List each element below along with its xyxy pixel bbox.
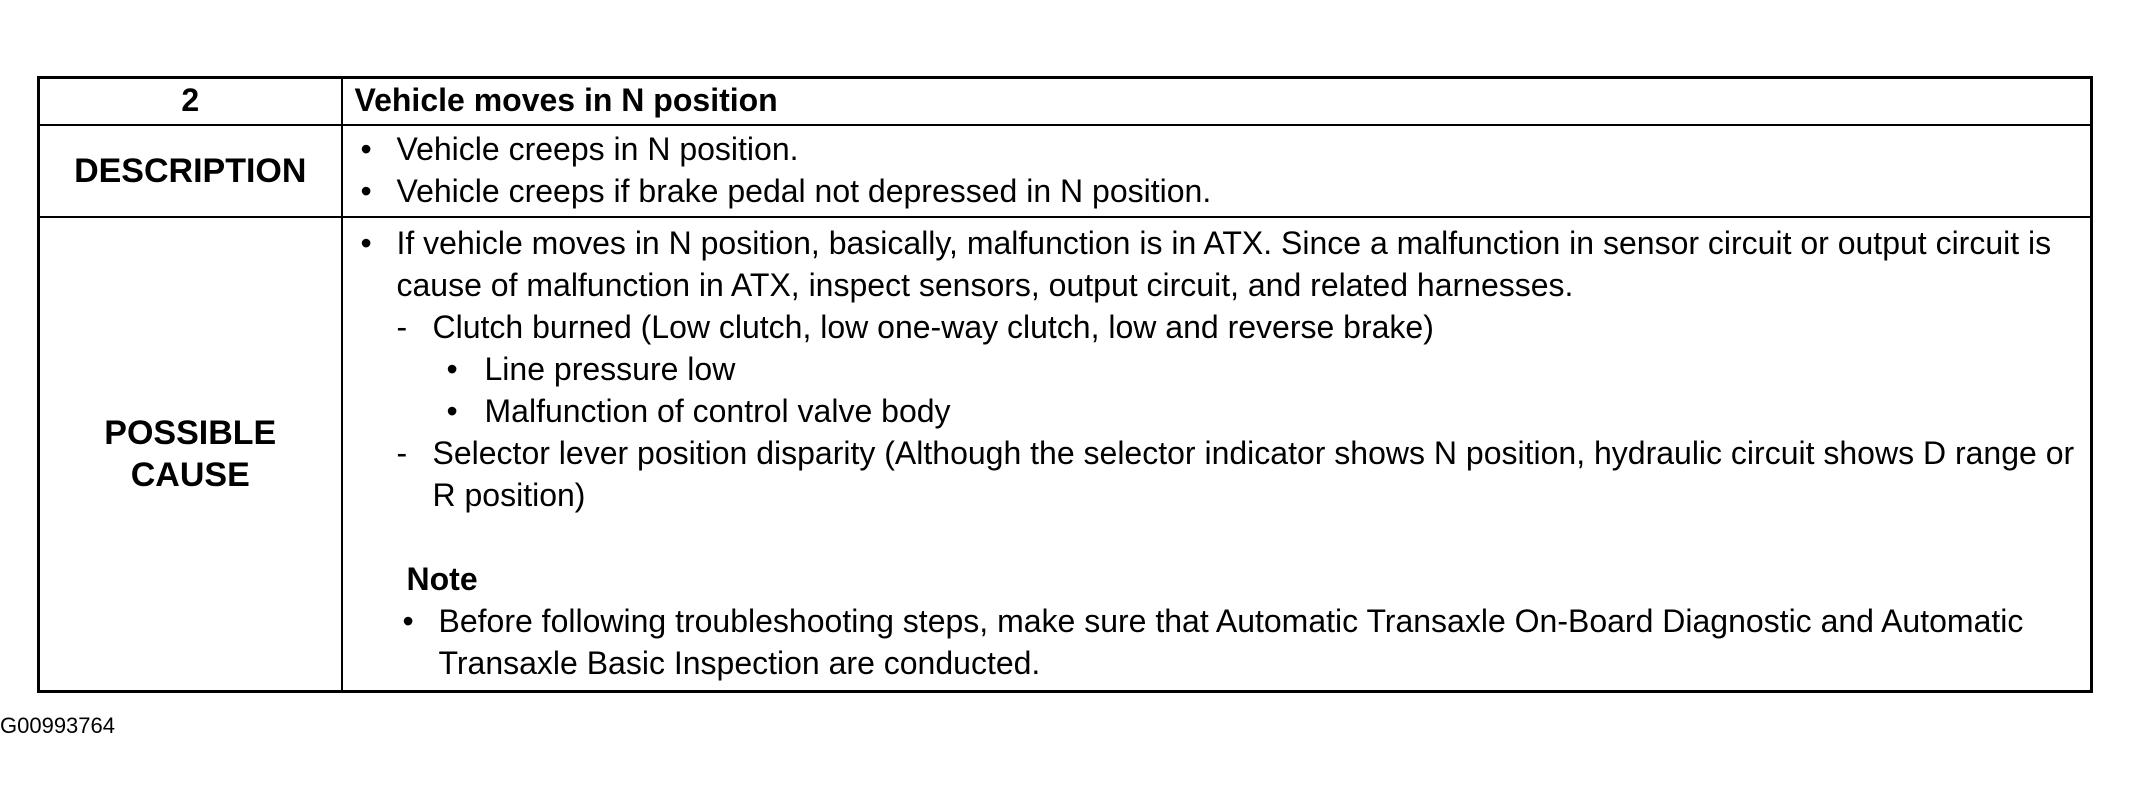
- cause-item: [355, 306, 2091, 348]
- description-item: • Vehicle creeps in N position.: [355, 128, 2091, 170]
- note-title: Note: [406, 561, 478, 597]
- cause-sub-item: • Line pressure low: [355, 348, 2091, 390]
- cause-item: [355, 432, 2091, 516]
- description-row: [39, 125, 2092, 217]
- description-content: [342, 125, 2092, 217]
- dash-mark: -: [396, 309, 408, 345]
- step-number: 2: [39, 78, 342, 126]
- possible-cause-label-line2: CAUSE: [130, 456, 250, 494]
- possible-cause-label: [39, 217, 342, 692]
- symptom-title: Vehicle moves in N position: [342, 78, 2092, 126]
- table-header-row: [39, 78, 2092, 126]
- possible-cause-content: [342, 217, 2092, 692]
- cause-item-text: Clutch burned (Low clutch, low one-way clutch, low and reverse brake): [432, 309, 1434, 345]
- cause-sub-item: • Malfunction of control valve body: [355, 390, 2091, 432]
- description-label: DESCRIPTION: [39, 125, 342, 217]
- possible-cause-label-line1: POSSIBLE: [104, 414, 277, 452]
- figure-id: G00993764: [0, 713, 115, 738]
- troubleshooting-table: [37, 76, 2093, 693]
- possible-cause-row: [39, 217, 2092, 692]
- cause-item-text: Selector lever position disparity (Although the selector indicator shows N position, hydraulic circuit shows D range or R position): [432, 435, 2075, 513]
- description-item: • Vehicle creeps if brake pedal not depressed in N position.: [355, 170, 2091, 212]
- note-item: • Before following troubleshooting steps, make sure that Automatic Transaxle On-Board Diagnostic and Automatic Transaxle Basic Inspection are conducted.: [355, 600, 2091, 684]
- dash-mark: -: [396, 435, 408, 471]
- cause-main-bullet: • If vehicle moves in N position, basically, malfunction is in ATX. Since a malfunction in sensor circuit or output circuit is cause of malfunction in ATX, inspect sensors, output circuit, and related harnesses.: [355, 222, 2091, 306]
